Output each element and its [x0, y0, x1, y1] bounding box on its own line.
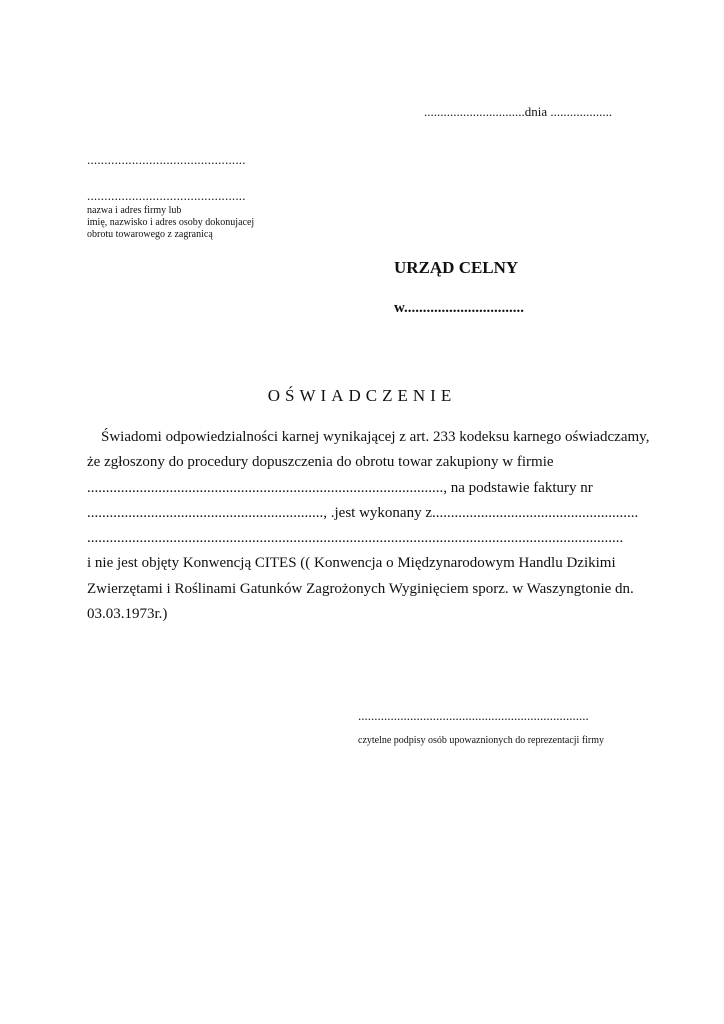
- declaration-line: Świadomi odpowiedzialności karnej wynikającej z art. 233 kodeksu karnego oświadczamy,: [101, 429, 650, 445]
- declaration-line: ..............................................................................................., na podstawie faktury nr: [87, 479, 593, 496]
- sender-caption-line: obrotu towarowego z zagranicą: [87, 229, 213, 240]
- declaration-line: ..............................................................., .jest wykonany z.......................................................: [87, 504, 639, 521]
- customs-office-location: w................................: [394, 300, 525, 316]
- declaration-body: [87, 425, 650, 627]
- document-title: OŚWIADCZENIE: [267, 386, 457, 405]
- declaration-line: i nie jest objęty Konwencją CITES (( Konwencja o Międzynarodowym Handlu Dzikimi: [87, 555, 616, 572]
- declaration-line: Zwierzętami i Roślinami Gatunków Zagrożonych Wyginięciem sporz. w Waszyngtonie dn.: [87, 580, 634, 597]
- customs-office-title: URZĄD CELNY: [394, 258, 519, 277]
- declaration-line: ...............................................................................................................................................: [87, 530, 624, 547]
- date-place-line: ...............................dnia ...................: [424, 104, 613, 119]
- declaration-line: 03.03.1973r.): [87, 606, 168, 623]
- declaration-line: że zgłoszony do procedury dopuszczenia do obrotu towar zakupiony w firmie: [87, 454, 554, 471]
- signature-caption: czytelne podpisy osób upowaznionych do reprezentacji firmy: [358, 735, 605, 746]
- sender-blank-line-2: ..............................................: [87, 188, 246, 203]
- sender-caption: [87, 205, 307, 241]
- sender-blank-line-1: ..............................................: [87, 152, 246, 167]
- sender-caption-line: nazwa i adres firmy lub: [87, 205, 182, 216]
- signature-line: .......................................................................: [358, 708, 589, 723]
- sender-caption-line: imię, nazwisko i adres osoby dokonujacej: [87, 217, 255, 228]
